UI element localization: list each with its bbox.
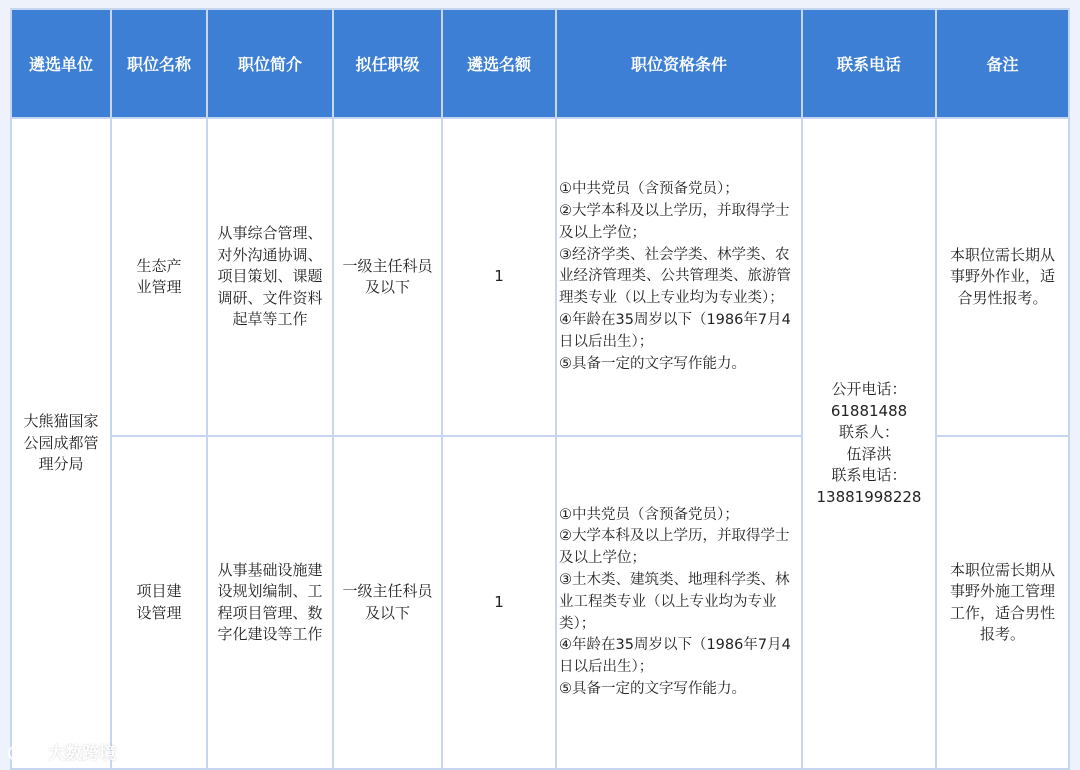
- note-cell: 本职位需长期从事野外施工管理工作，适合男性报考。: [937, 437, 1068, 768]
- watermark-logo-icon: [8, 742, 44, 762]
- condition-item: ⑤具备一定的文字写作能力。: [559, 355, 746, 372]
- conditions-cell: [557, 119, 801, 435]
- contact-public-label: 公开电话：: [831, 380, 907, 398]
- quota-cell: 1: [443, 437, 555, 768]
- contact-public-number: 61881488: [830, 401, 908, 420]
- header-contact: 联系电话: [803, 10, 935, 117]
- header-level: 拟任职级: [334, 10, 441, 117]
- table-row: [12, 119, 1068, 435]
- contact-phone-number: 13881998228: [816, 487, 922, 506]
- condition-item: ③土木类、建筑类、地理科学类、林业工程类专业（以上专业均为专业类）；: [559, 572, 790, 632]
- contact-phone-label: 联系电话：: [831, 466, 907, 484]
- conditions-cell: [557, 437, 801, 768]
- watermark-text: 大数跨境: [48, 744, 116, 764]
- condition-item: ③经济学类、社会学类、林学类、农业经济管理类、公共管理类、旅游管理类专业（以上专业均为专业类）；: [559, 246, 791, 307]
- condition-item: ④年龄在35周岁以下（1986年7月4日以后出生）；: [559, 311, 791, 350]
- intro-cell: 从事基础设施建设规划编制、工程项目管理、数字化建设等工作: [208, 437, 332, 768]
- condition-item: ②大学本科及以上学历，并取得学士及以上学位；: [559, 202, 790, 241]
- condition-item: ①中共党员（含预备党员）；: [559, 506, 739, 523]
- note-cell: 本职位需长期从事野外作业，适合男性报考。: [937, 119, 1068, 435]
- condition-item: ⑤具备一定的文字写作能力。: [559, 681, 746, 698]
- condition-item: ②大学本科及以上学历，并取得学士及以上学位；: [559, 528, 790, 567]
- header-row: [12, 10, 1068, 117]
- header-intro: 职位简介: [208, 10, 332, 117]
- unit-cell: 大熊猫国家公园成都管理分局: [12, 119, 110, 768]
- quota-cell: 1: [443, 119, 555, 435]
- recruitment-table: [10, 8, 1070, 770]
- watermark: [8, 739, 116, 764]
- position-cell: 生态产业管理: [112, 119, 206, 435]
- intro-cell: 从事综合管理、对外沟通协调、项目策划、课题调研、文件资料起草等工作: [208, 119, 332, 435]
- level-cell: 一级主任科员及以下: [334, 437, 441, 768]
- header-position: 职位名称: [112, 10, 206, 117]
- condition-item: ①中共党员（含预备党员）；: [559, 181, 739, 198]
- contact-person-label: 联系人：: [838, 423, 899, 441]
- level-cell: 一级主任科员及以下: [334, 119, 441, 435]
- condition-item: ④年龄在35周岁以下（1986年7月4日以后出生）；: [559, 637, 791, 676]
- position-cell: 项目建设管理: [112, 437, 206, 768]
- header-unit: 遴选单位: [12, 10, 110, 117]
- header-note: 备注: [937, 10, 1068, 117]
- header-conditions: 职位资格条件: [557, 10, 801, 117]
- contact-person-name: 伍泽洪: [846, 444, 892, 463]
- contact-cell: [803, 119, 935, 768]
- header-quota: 遴选名额: [443, 10, 555, 117]
